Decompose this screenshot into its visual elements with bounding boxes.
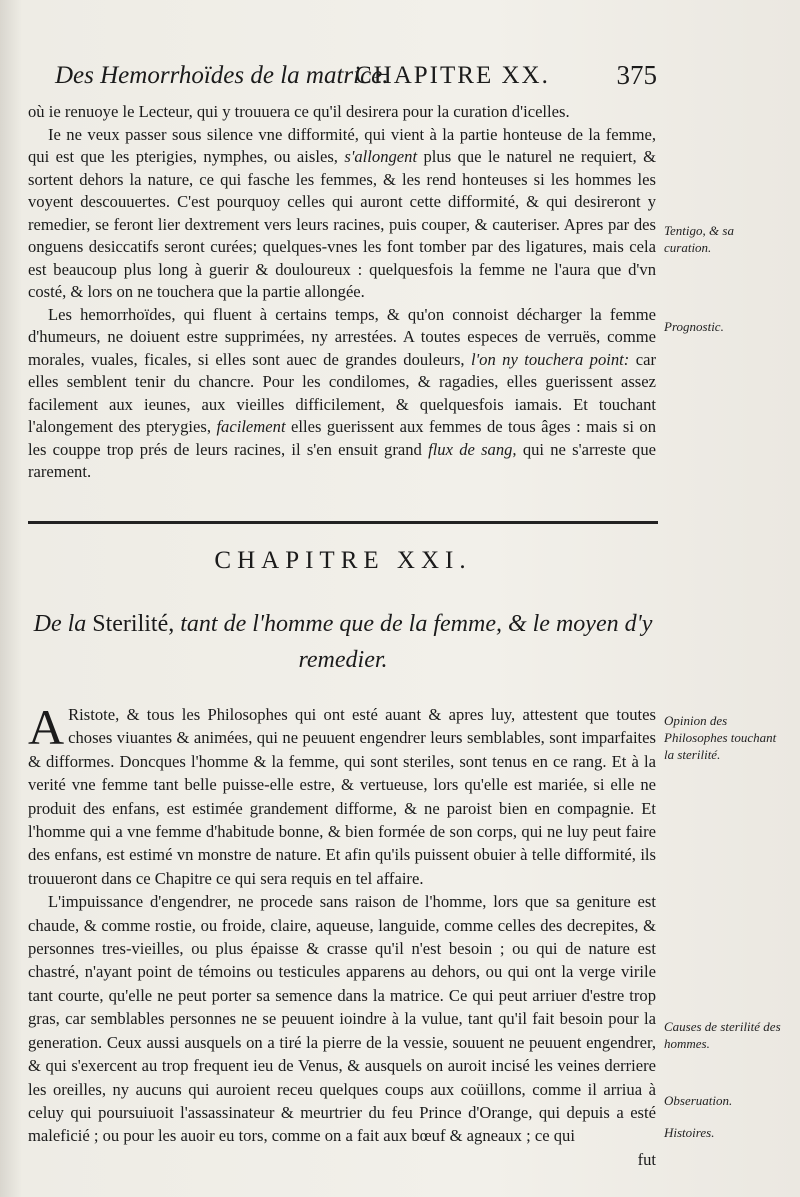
- margin-note: Prognostic.: [664, 319, 724, 334]
- section-divider: [28, 521, 658, 524]
- margin-note: Opinion des Philosophes touchant la sterilité.: [664, 713, 777, 762]
- subtitle-part: De la: [33, 611, 87, 637]
- text-run: Ie ne veux passer sous silence vne difformité, qui vient à la partie honteuse de la femme, qui est que les pterigies, nymphes, ou aisles,: [28, 124, 656, 166]
- text-run: qui ne s'arreste que rarement.: [28, 439, 657, 481]
- paragraph: où ie renuoye le Lecteur, qui y trouuera ce qu'il desirera pour la curation d'icelles.: [28, 102, 570, 121]
- emphasis: facilement: [216, 417, 286, 436]
- text-run: Les hemorrhoïdes, qui fluent à certains temps, & qu'on connoist décharger la femme d'humeurs, ne doiuent estre supprimées, ny arrestées. A toutes especes de verruës, comme morales, vuales, ficales, si elles sont auec de grandes douleurs,: [28, 304, 656, 369]
- subtitle-part: Sterilité,: [92, 611, 175, 637]
- chapter-title: CHAPITRE XXI.: [214, 547, 472, 574]
- paragraph: [28, 304, 656, 484]
- text-run: plus que le naturel ne requiert, & sortent dehors la nature, ce qui fasche les femmes, & les rend honteuses si les hommes les voyent descouuertes. C'est pourquoy celles qui auront cette difformité, & qui desireront y remedier, se feront lier dextrement vers leurs racines, puis couper, & cauteriser. Apres par des onguens desiccatifs seront curées; quelques-vnes les font tomber par des ligatures, mais cela est beaucoup plus long à guerir & douloureux : quelquesfois la femme ne l'aura que d'vn costé, & lors on ne touchera que la partie allongée.: [28, 147, 656, 301]
- text-run: elles guerissent aux femmes de tous âges : mais si on les couppe trop prés de leurs racines, il s'en ensuit grand: [28, 417, 656, 459]
- paragraph: [28, 699, 656, 890]
- text-run: Ristote, & tous les Philosophes qui ont esté auant & apres luy, attestent que toutes choses viuantes & animées, qui ne peuuent engendrer leurs semblables, sont imparfaites & difformes. Doncques l'homme & la femme, qui sont steriles, sont tenus en ce rang. Et à la verité vne femme tant belle puisse-elle estre, & vertueuse, lors qu'elle est mariée, si elle ne produit des enfans, est estimée grandement difforme, & ne paroist bien en compagnie. Et l'homme qui a vne femme d'habitude bonne, & bien formée de son corps, qui ne luy peut faire des enfans, est estimé vn monstre de nature. Et afin qu'ils puissent obuier à telle difformité, ils trouueront dans ce Chapitre ce qui sera requis en tel affaire.: [28, 705, 656, 888]
- drop-cap: A: [28, 699, 65, 755]
- running-title: Des Hemorrhoïdes de la matrice.: [55, 62, 389, 89]
- page-number: 375: [616, 60, 657, 90]
- paragraph: L'impuissance d'engendrer, ne procede sans raison de l'homme, lors que sa geniture est chaude, & comme rostie, ou froide, claire, aqueuse, languide, comme celles des decrepites, & personnes tres-vieilles, ou plus épaisse & crasse qu'il n'est besoin ; ou qui de nature est chastré, n'ayant point de témoins ou testicules apparens au dehors, ou qui ont la verge virile tant courte, qu'elle ne peut porter sa semence dans la matrice. Ce qui peut arriuer d'estre trop gras, car semblables personnes ne se peuuent ioindre à la vulue, tant qu'il fait besoin pour la generation. Ceux aussi ausquels on a tiré la pierre de la vessie, souuent ne peuuent engendrer, & qui s'exercent au trop frequent ieu de Venus, & ausquels on auroit incisé les veines derriere les oreilles, ny aucuns qui auroient receu quelques coups aux coüillons, comme il arriua à celuy qui poursuiuoit l'assassinateur & meurtrier du feu Prince d'Orange, qui depuis a esté maleficié ; ou pour les auoir eu tors, comme on a fait aux bœuf & agneaux ; ce qui: [28, 892, 656, 1146]
- margin-note: Tentigo, & sa curation.: [664, 223, 734, 255]
- catchword: fut: [637, 1149, 656, 1169]
- emphasis: s'allongent: [344, 147, 418, 166]
- chapter-subtitle: [28, 606, 658, 678]
- subtitle-part: tant de l'homme que de la femme, & le moyen d'y remedier.: [180, 611, 653, 673]
- paragraph: [28, 124, 656, 304]
- page-header: [55, 58, 657, 98]
- header-chapter: CHAPITRE XX.: [355, 62, 550, 89]
- section-2-text: [28, 699, 656, 1171]
- text-run: car elles semblent tenir du chancre. Pour les condilomes, & ragadies, elles guerissent assez facilement aux ieunes, aux vieilles difficilement, & quelquesfois iamais. Et touchant l'alongement des pterygies,: [28, 349, 657, 436]
- margin-note: Histoires.: [664, 1125, 715, 1140]
- emphasis: l'on ny touchera point:: [471, 349, 630, 369]
- margin-note: Obseruation.: [664, 1093, 733, 1108]
- section-1-text: [28, 101, 656, 484]
- margin-note: Causes de sterilité des hommes.: [664, 1019, 781, 1051]
- emphasis: flux de sang,: [428, 439, 517, 459]
